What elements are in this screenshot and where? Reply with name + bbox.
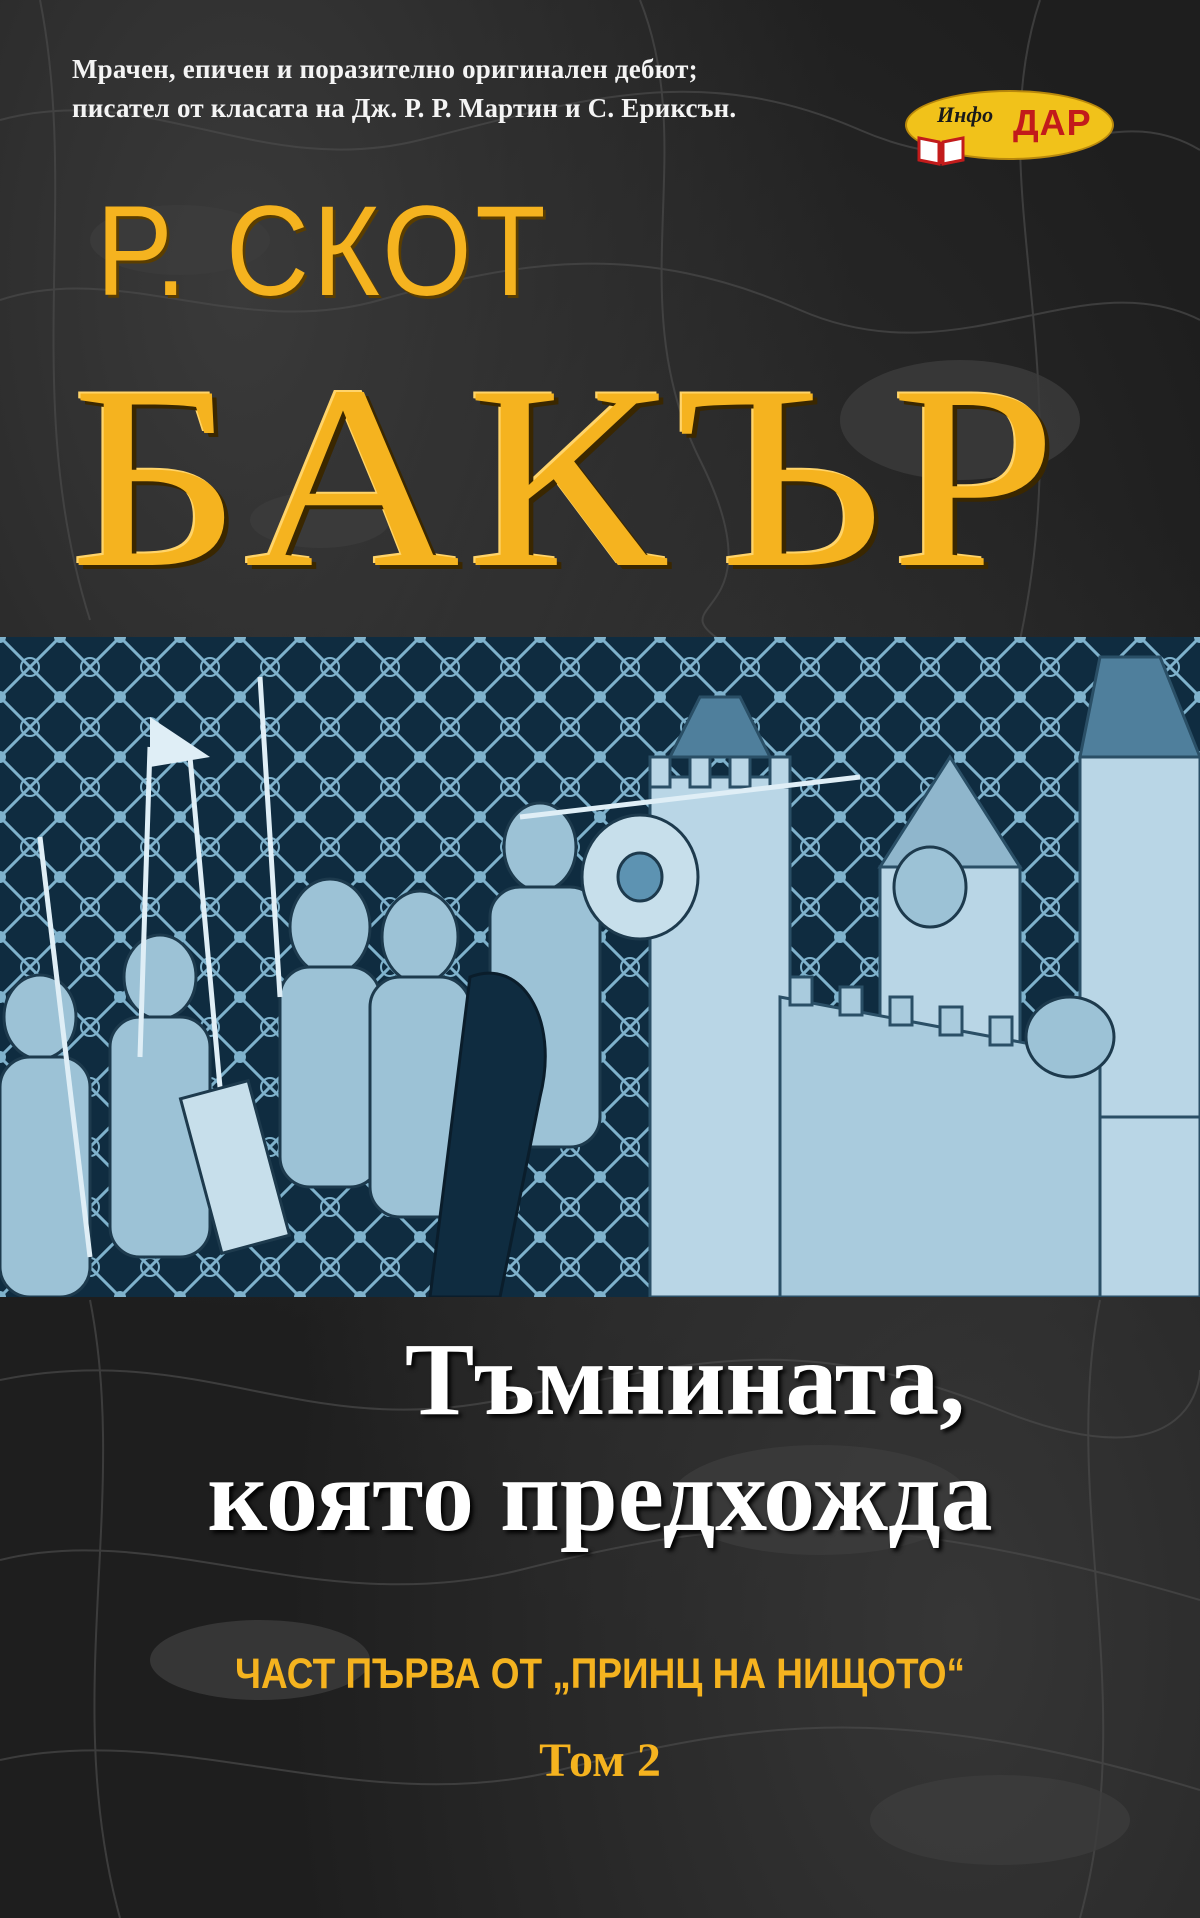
author-last-name: БАКЪР xyxy=(70,332,1064,622)
volume-number: Том 2 xyxy=(539,1734,661,1787)
series-subtitle: ЧАСТ ПЪРВА ОТ „ПРИНЦ НА НИЩОТО“ xyxy=(235,1650,965,1698)
publisher-logo-name: ДАР xyxy=(1013,102,1092,143)
author-first-name: Р. СКОТ xyxy=(96,180,550,323)
blurb-quote xyxy=(72,50,912,128)
open-book-icon xyxy=(917,134,965,166)
book-title-line-1: Тъмнината, xyxy=(404,1322,966,1437)
blurb-line-1: Мрачен, епичен и поразително оригинален дебют; xyxy=(72,54,698,84)
siege-illustration xyxy=(0,637,1200,1297)
book-title-line-2: която предхожда xyxy=(207,1438,993,1553)
publisher-logo-prefix: Инфо xyxy=(937,102,994,127)
blurb-line-2: писател от класата на Дж. Р. Р. Мартин и С. Ериксън. xyxy=(72,93,737,123)
publisher-logo xyxy=(905,90,1110,170)
book-title xyxy=(0,1322,1200,1554)
cover-illustration xyxy=(0,637,1200,1297)
